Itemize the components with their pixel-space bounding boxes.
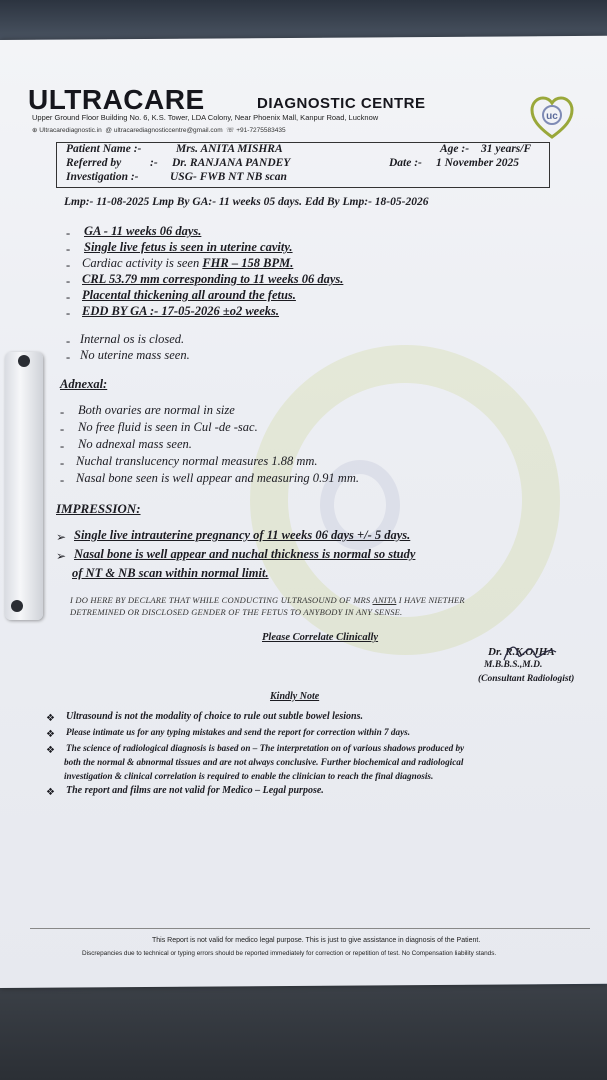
binder-clip-rivet <box>11 600 23 612</box>
impression-title: IMPRESSION: <box>56 501 141 516</box>
finding-ga: GA - 11 weeks 06 days. <box>84 224 202 238</box>
brand-subtitle: DIAGNOSTIC CENTRE <box>257 95 426 112</box>
finding-edd: EDD BY GA :- 17-05-2026 ±o2 weeks. <box>82 304 280 318</box>
bullet-dash: - <box>66 306 71 320</box>
doctor-name: Dr. R.K.OJHA <box>488 646 555 658</box>
adnexal-title: Adnexal: <box>60 377 108 391</box>
phone-icon: ☏ <box>226 127 235 134</box>
declaration-text-end: I HAVE NIETHER <box>396 595 465 605</box>
finding-internal-os: Internal os is closed. <box>80 332 185 346</box>
age-value: 31 years/F <box>481 143 532 155</box>
referred-by-separator: :- <box>150 157 158 169</box>
bullet-dash: - <box>66 258 71 272</box>
note-item-cont: both the normal & abnormal tissues and are not always conclusive. Further biochemical and radiological <box>64 757 464 767</box>
note-item: Please intimate us for any typing mistakes and send the report for correction within 7 days. <box>66 727 411 737</box>
adnexal-item-nt: Nuchal translucency normal measures 1.88 mm. <box>76 454 318 468</box>
binder-clip-rivet <box>18 355 30 367</box>
impression-item-pregnancy: Single live intrauterine pregnancy of 11 weeks 06 days +/- 5 days. <box>74 528 411 542</box>
heart-logo-icon <box>528 93 576 141</box>
doctor-degree: M.B.B.S.,M.D. <box>484 660 543 670</box>
email: ultracarediagnosticcentre@gmail.com <box>113 127 223 134</box>
adnexal-item-nasal-bone: Nasal bone seen is well appear and measuring 0.91 mm. <box>76 471 359 485</box>
binder-clip <box>5 352 43 620</box>
bullet-dash: - <box>66 274 71 288</box>
brand-name: ULTRACARE <box>28 84 205 115</box>
patient-name-label: Patient Name :- <box>66 143 142 155</box>
fhr-value: FHR – 158 BPM. <box>202 256 294 270</box>
date-label: Date :- <box>389 157 422 169</box>
note-item-cont: investigation & clinical correlation is required to enable the clinician to reach the final diagnosis. <box>64 771 434 781</box>
footer-line-1: This Report is not valid for medico legal purpose. This is just to give assistance in diagnosis of the Patient. <box>152 937 481 944</box>
bullet-dash: - <box>66 350 71 364</box>
age-label: Age :- <box>440 143 470 155</box>
diamond-bullet-icon: ❖ <box>46 713 55 724</box>
note-item: Ultrasound is not the modality of choice to rule out subtle bowel lesions. <box>66 711 363 722</box>
correlate-clinically: Please Correlate Clinically <box>262 632 379 643</box>
declaration-text: I DO HERE BY DECLARE THAT WHILE CONDUCTING ULTRASOUND OF MRS <box>70 595 373 605</box>
footer-divider <box>30 928 590 929</box>
bullet-dash: - <box>66 290 71 304</box>
note-item: The science of radiological diagnosis is based on – The interpretation on of various shadows produced by <box>66 743 465 753</box>
investigation-label: Investigation :- <box>66 171 139 183</box>
declaration-patient-name: ANITA <box>372 595 397 605</box>
lmp-line: Lmp:- 11-08-2025 Lmp By GA:- 11 weeks 05 days. Edd By Lmp:- 18-05-2026 <box>64 196 429 208</box>
note-item: The report and films are not valid for Medico – Legal purpose. <box>66 785 324 796</box>
patient-name-value: Mrs. ANITA MISHRA <box>176 143 283 155</box>
finding-single-live-fetus: Single live fetus is seen in uterine cavity. <box>84 240 293 254</box>
footer-line-2: Discrepancies due to technical or typing errors should be reported immediately for correction or repetition of test. No Compensation liability stands. <box>82 950 497 957</box>
date-value: 1 November 2025 <box>436 157 520 169</box>
background-bottom <box>0 985 607 1080</box>
contact-line <box>32 126 286 134</box>
impression-item-nasal-bone: Nasal bone is well appear and nuchal thickness is normal so study <box>74 547 416 561</box>
arrow-bullet-icon: ➢ <box>56 549 67 563</box>
bullet-dash: - <box>66 226 71 240</box>
diamond-bullet-icon: ❖ <box>46 729 55 740</box>
adnexal-item: Both ovaries are normal in size <box>78 403 235 417</box>
finding-cardiac-activity <box>82 256 293 271</box>
diamond-bullet-icon: ❖ <box>46 787 55 798</box>
impression-item-nasal-bone-cont: of NT & NB scan within normal limit. <box>72 566 269 580</box>
bullet-dash: - <box>66 242 71 256</box>
bullet-dash: - <box>66 334 71 348</box>
note-title: Kindly Note <box>270 691 320 702</box>
declaration-line-1 <box>70 595 465 605</box>
diamond-bullet-icon: ❖ <box>46 745 55 756</box>
logo-emblem-text: uc <box>546 111 558 122</box>
investigation-value: USG- FWB NT NB scan <box>170 171 287 183</box>
bullet-dash: - <box>60 473 65 487</box>
declaration-line-2: DETREMINED OR DISCLOSED GENDER OF THE FETUS TO ANYBODY IN ANY SENSE. <box>70 607 403 617</box>
website: Ultracarediagnostic.in <box>39 127 102 134</box>
finding-uterine-mass: No uterine mass seen. <box>80 348 190 362</box>
bullet-dash: - <box>60 405 65 419</box>
finding-placental: Placental thickening all around the fetus. <box>82 288 296 302</box>
referred-by-value: Dr. RANJANA PANDEY <box>172 157 291 169</box>
cardiac-activity-text: Cardiac activity is seen <box>82 256 203 270</box>
bullet-dash: - <box>60 439 65 453</box>
phone: +91-7275583435 <box>236 127 286 134</box>
arrow-bullet-icon: ➢ <box>56 530 67 544</box>
referred-by-label: Referred by <box>66 157 122 169</box>
mail-icon: @ <box>105 127 113 134</box>
finding-crl: CRL 53.79 mm corresponding to 11 weeks 06 days. <box>82 272 344 286</box>
doctor-title: (Consultant Radiologist) <box>478 674 575 684</box>
address: Upper Ground Floor Building No. 6, K.S. Tower, LDA Colony, Near Phoenix Mall, Kanpur Road, Lucknow <box>32 113 379 122</box>
adnexal-item: No free fluid is seen in Cul -de -sac. <box>78 420 258 434</box>
bullet-dash: - <box>60 422 65 436</box>
adnexal-item: No adnexal mass seen. <box>78 437 192 451</box>
globe-icon: ⊕ <box>32 127 38 134</box>
bullet-dash: - <box>60 456 65 470</box>
